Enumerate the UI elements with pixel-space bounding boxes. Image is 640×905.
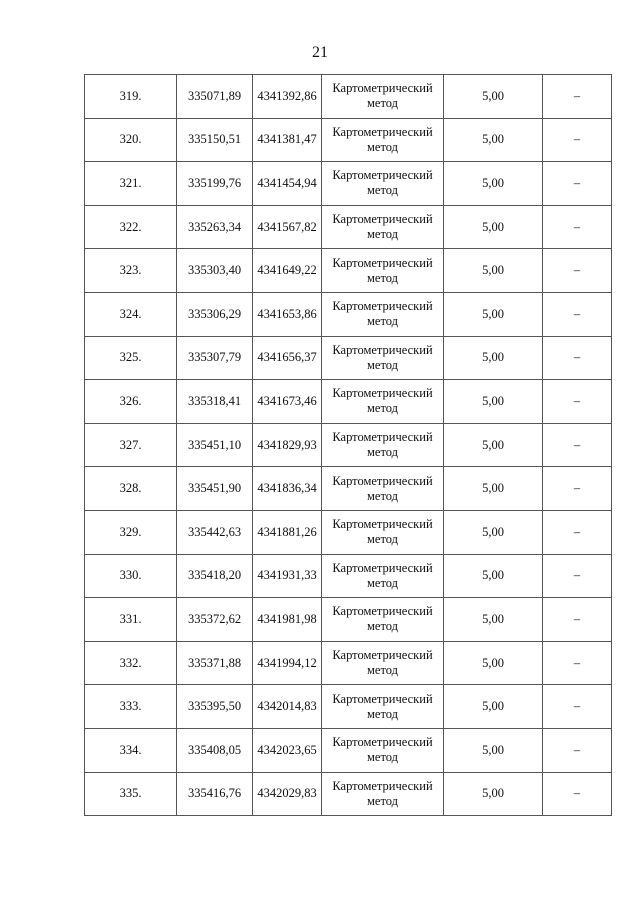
note-cell: – <box>543 728 612 772</box>
accuracy-cell: 5,00 <box>444 205 543 249</box>
x-coordinate-cell: 335071,89 <box>177 75 253 119</box>
x-coordinate-cell: 335199,76 <box>177 162 253 206</box>
note-cell: – <box>543 598 612 642</box>
note-cell: – <box>543 772 612 816</box>
x-coordinate-cell: 335451,90 <box>177 467 253 511</box>
coordinates-table-body <box>85 75 612 816</box>
point-number-cell: 327. <box>85 423 177 467</box>
point-number-cell: 320. <box>85 118 177 162</box>
accuracy-cell: 5,00 <box>444 772 543 816</box>
note-cell: – <box>543 205 612 249</box>
table-row <box>85 467 612 511</box>
note-cell: – <box>543 336 612 380</box>
y-coordinate-cell: 4341836,34 <box>253 467 322 511</box>
x-coordinate-cell: 335442,63 <box>177 510 253 554</box>
table-row <box>85 641 612 685</box>
table-row <box>85 554 612 598</box>
note-cell: – <box>543 554 612 598</box>
x-coordinate-cell: 335408,05 <box>177 728 253 772</box>
note-cell: – <box>543 162 612 206</box>
method-cell: Картометрический метод <box>322 685 444 729</box>
note-cell: – <box>543 292 612 336</box>
point-number-cell: 331. <box>85 598 177 642</box>
point-number-cell: 333. <box>85 685 177 729</box>
point-number-cell: 321. <box>85 162 177 206</box>
y-coordinate-cell: 4342023,65 <box>253 728 322 772</box>
y-coordinate-cell: 4341454,94 <box>253 162 322 206</box>
y-coordinate-cell: 4341994,12 <box>253 641 322 685</box>
method-cell: Картометрический метод <box>322 423 444 467</box>
point-number-cell: 335. <box>85 772 177 816</box>
accuracy-cell: 5,00 <box>444 467 543 511</box>
y-coordinate-cell: 4341392,86 <box>253 75 322 119</box>
accuracy-cell: 5,00 <box>444 728 543 772</box>
table-row <box>85 510 612 554</box>
coordinates-table <box>84 74 612 816</box>
x-coordinate-cell: 335150,51 <box>177 118 253 162</box>
method-cell: Картометрический метод <box>322 336 444 380</box>
point-number-cell: 328. <box>85 467 177 511</box>
method-cell: Картометрический метод <box>322 772 444 816</box>
method-cell: Картометрический метод <box>322 292 444 336</box>
x-coordinate-cell: 335263,34 <box>177 205 253 249</box>
note-cell: – <box>543 118 612 162</box>
note-cell: – <box>543 641 612 685</box>
x-coordinate-cell: 335418,20 <box>177 554 253 598</box>
table-row <box>85 292 612 336</box>
note-cell: – <box>543 467 612 511</box>
x-coordinate-cell: 335306,29 <box>177 292 253 336</box>
note-cell: – <box>543 685 612 729</box>
point-number-cell: 325. <box>85 336 177 380</box>
accuracy-cell: 5,00 <box>444 598 543 642</box>
x-coordinate-cell: 335371,88 <box>177 641 253 685</box>
table-row <box>85 118 612 162</box>
x-coordinate-cell: 335395,50 <box>177 685 253 729</box>
x-coordinate-cell: 335303,40 <box>177 249 253 293</box>
note-cell: – <box>543 249 612 293</box>
point-number-cell: 319. <box>85 75 177 119</box>
y-coordinate-cell: 4341673,46 <box>253 380 322 424</box>
table-row <box>85 598 612 642</box>
table-row <box>85 380 612 424</box>
accuracy-cell: 5,00 <box>444 75 543 119</box>
x-coordinate-cell: 335307,79 <box>177 336 253 380</box>
x-coordinate-cell: 335318,41 <box>177 380 253 424</box>
table-row <box>85 423 612 467</box>
accuracy-cell: 5,00 <box>444 162 543 206</box>
table-row <box>85 162 612 206</box>
y-coordinate-cell: 4341931,33 <box>253 554 322 598</box>
method-cell: Картометрический метод <box>322 510 444 554</box>
note-cell: – <box>543 75 612 119</box>
accuracy-cell: 5,00 <box>444 685 543 729</box>
method-cell: Картометрический метод <box>322 467 444 511</box>
note-cell: – <box>543 380 612 424</box>
point-number-cell: 329. <box>85 510 177 554</box>
accuracy-cell: 5,00 <box>444 380 543 424</box>
method-cell: Картометрический метод <box>322 205 444 249</box>
point-number-cell: 326. <box>85 380 177 424</box>
table-row <box>85 685 612 729</box>
point-number-cell: 324. <box>85 292 177 336</box>
x-coordinate-cell: 335451,10 <box>177 423 253 467</box>
accuracy-cell: 5,00 <box>444 249 543 293</box>
note-cell: – <box>543 510 612 554</box>
table-row <box>85 205 612 249</box>
y-coordinate-cell: 4341381,47 <box>253 118 322 162</box>
accuracy-cell: 5,00 <box>444 336 543 380</box>
table-row <box>85 728 612 772</box>
y-coordinate-cell: 4341567,82 <box>253 205 322 249</box>
x-coordinate-cell: 335416,76 <box>177 772 253 816</box>
y-coordinate-cell: 4341653,86 <box>253 292 322 336</box>
method-cell: Картометрический метод <box>322 728 444 772</box>
point-number-cell: 330. <box>85 554 177 598</box>
accuracy-cell: 5,00 <box>444 292 543 336</box>
page-number: 21 <box>312 44 328 61</box>
point-number-cell: 323. <box>85 249 177 293</box>
x-coordinate-cell: 335372,62 <box>177 598 253 642</box>
accuracy-cell: 5,00 <box>444 118 543 162</box>
method-cell: Картометрический метод <box>322 380 444 424</box>
y-coordinate-cell: 4342029,83 <box>253 772 322 816</box>
table-row <box>85 75 612 119</box>
accuracy-cell: 5,00 <box>444 641 543 685</box>
accuracy-cell: 5,00 <box>444 510 543 554</box>
method-cell: Картометрический метод <box>322 75 444 119</box>
accuracy-cell: 5,00 <box>444 423 543 467</box>
accuracy-cell: 5,00 <box>444 554 543 598</box>
method-cell: Картометрический метод <box>322 554 444 598</box>
method-cell: Картометрический метод <box>322 162 444 206</box>
method-cell: Картометрический метод <box>322 249 444 293</box>
y-coordinate-cell: 4341649,22 <box>253 249 322 293</box>
point-number-cell: 334. <box>85 728 177 772</box>
table-row <box>85 336 612 380</box>
y-coordinate-cell: 4342014,83 <box>253 685 322 729</box>
method-cell: Картометрический метод <box>322 118 444 162</box>
y-coordinate-cell: 4341881,26 <box>253 510 322 554</box>
y-coordinate-cell: 4341656,37 <box>253 336 322 380</box>
note-cell: – <box>543 423 612 467</box>
y-coordinate-cell: 4341981,98 <box>253 598 322 642</box>
point-number-cell: 322. <box>85 205 177 249</box>
y-coordinate-cell: 4341829,93 <box>253 423 322 467</box>
table-row <box>85 772 612 816</box>
table-row <box>85 249 612 293</box>
method-cell: Картометрический метод <box>322 598 444 642</box>
point-number-cell: 332. <box>85 641 177 685</box>
method-cell: Картометрический метод <box>322 641 444 685</box>
